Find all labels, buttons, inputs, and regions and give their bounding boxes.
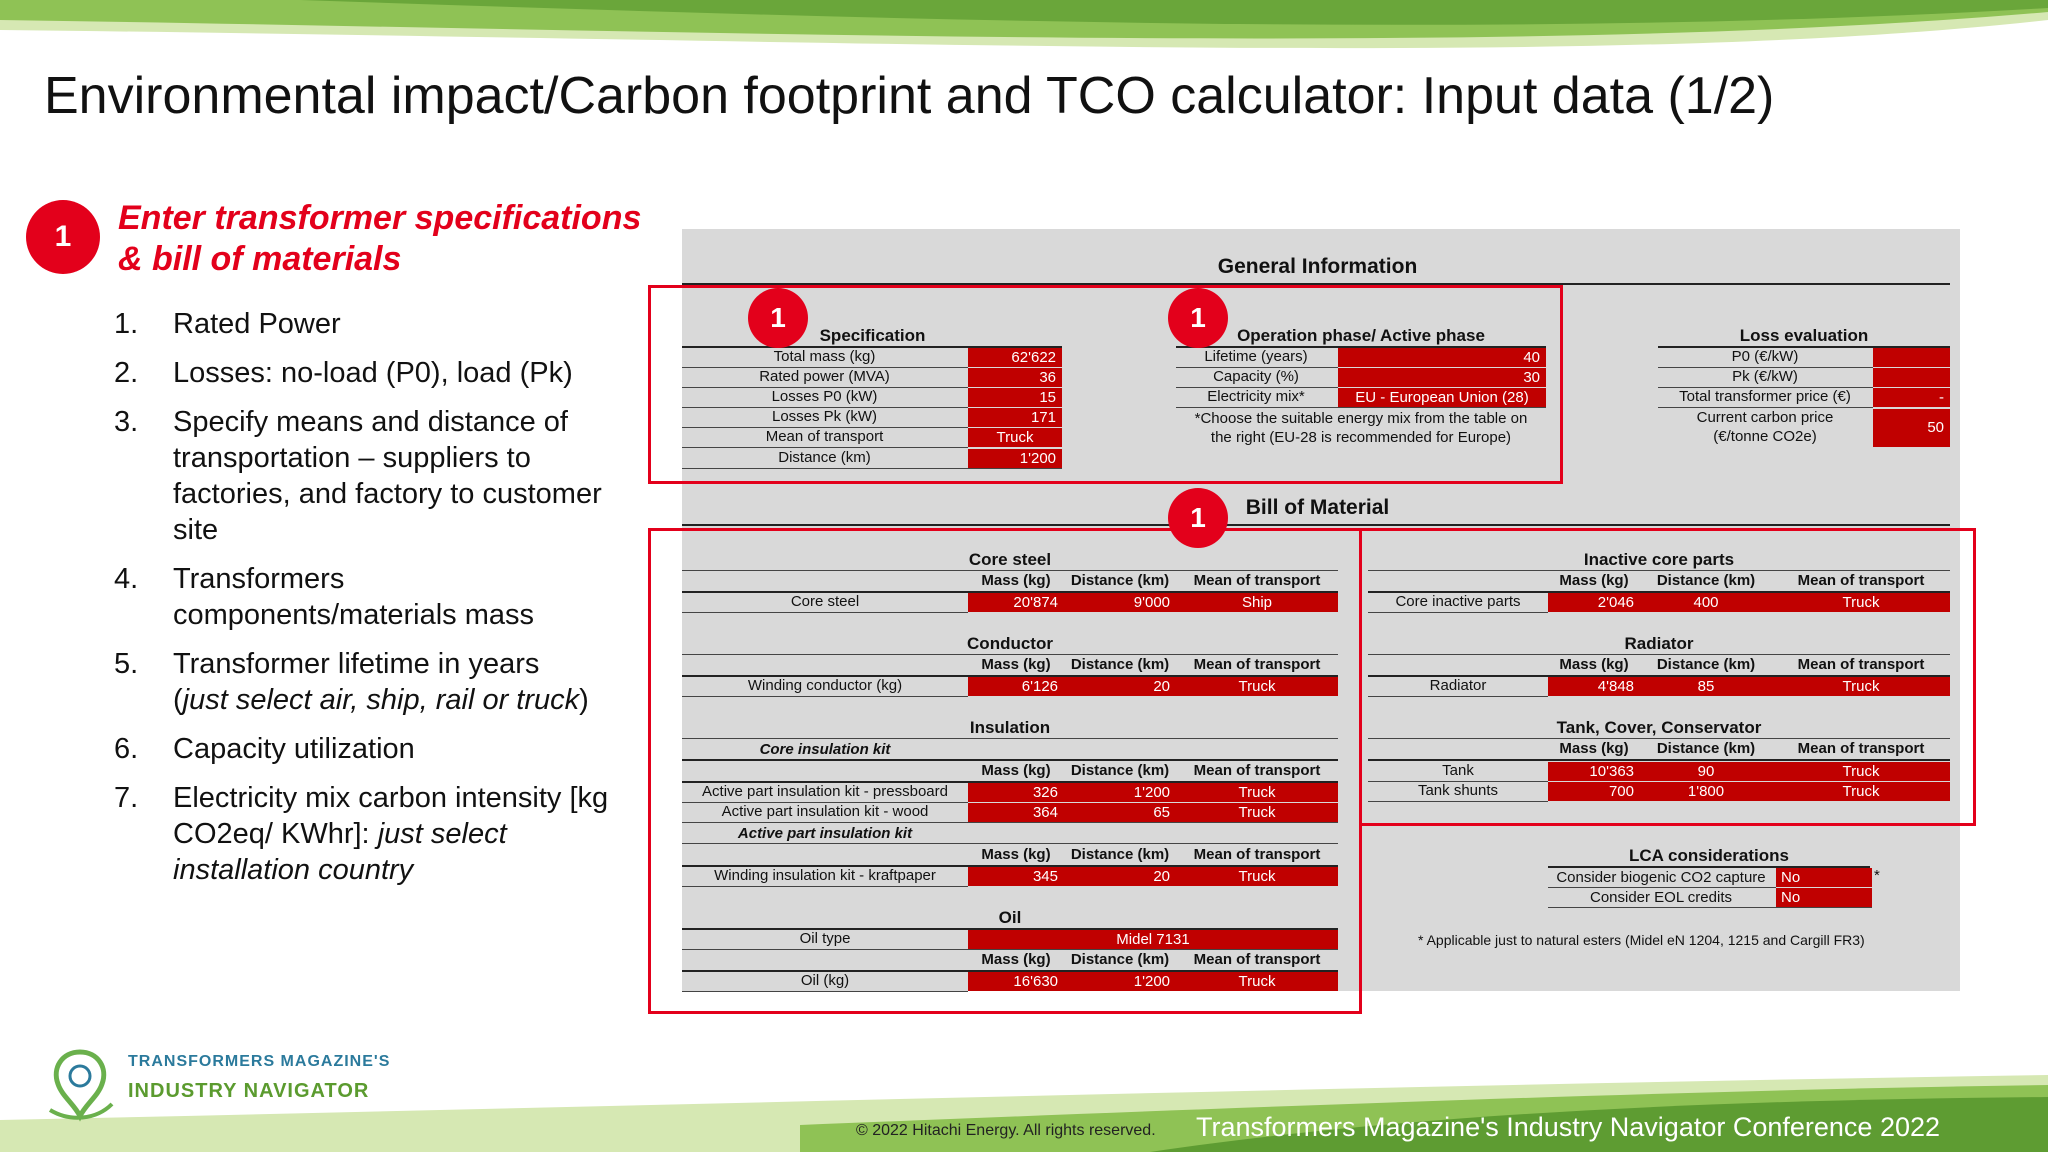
bom-transport[interactable]: Truck <box>1772 782 1950 801</box>
loss-label: Pk (€/kW) <box>1732 368 1798 385</box>
active-part-insulation-kit-label: Active part insulation kit <box>737 825 913 842</box>
specification-title: Specification <box>819 326 926 345</box>
col-distance: Distance (km) <box>1070 572 1170 589</box>
bom-mass[interactable]: 10'363 <box>1548 762 1640 781</box>
bom-transport[interactable]: Truck <box>1176 803 1338 822</box>
bom-distance[interactable]: 20 <box>1064 677 1176 696</box>
bom-row-label: Oil (kg) <box>800 972 850 989</box>
col-transport: Mean of transport <box>1193 951 1321 968</box>
inactive-parts-title: Inactive core parts <box>1583 550 1735 569</box>
tank-title: Tank, Cover, Conservator <box>1556 718 1762 737</box>
insulation-title: Insulation <box>969 718 1051 737</box>
spec-value[interactable]: 171 <box>968 408 1062 427</box>
col-distance: Distance (km) <box>1656 572 1756 589</box>
bom-transport[interactable]: Truck <box>1772 677 1950 696</box>
industry-navigator-logo-icon <box>40 1044 120 1124</box>
step-badge: 1 <box>26 200 100 274</box>
bom-distance[interactable]: 85 <box>1640 677 1772 696</box>
bom-distance[interactable]: 1'200 <box>1064 972 1176 991</box>
loss-label: Total transformer price (€) <box>1679 388 1851 405</box>
col-mass: Mass (kg) <box>981 951 1051 968</box>
logo-line2: INDUSTRY NAVIGATOR <box>128 1080 370 1102</box>
col-distance: Distance (km) <box>1070 951 1170 968</box>
bom-transport[interactable]: Truck <box>1176 867 1338 886</box>
top-decorative-band <box>0 0 2048 70</box>
bom-transport[interactable]: Ship <box>1176 593 1338 612</box>
operation-note: the right (EU-28 is recommended for Europe) <box>1210 429 1512 446</box>
carbon-price-label: Current carbon price <box>1696 409 1834 426</box>
electricity-mix-select[interactable]: EU - European Union (28) <box>1338 388 1546 407</box>
spec-label: Distance (km) <box>778 449 871 466</box>
bom-mass[interactable]: 345 <box>968 867 1064 886</box>
col-mass: Mass (kg) <box>1559 572 1629 589</box>
bom-mass[interactable]: 326 <box>968 783 1064 802</box>
col-transport: Mean of transport <box>1193 656 1321 673</box>
bom-distance[interactable]: 400 <box>1640 593 1772 612</box>
conductor-title: Conductor <box>967 634 1053 653</box>
spec-value[interactable]: Truck <box>968 428 1062 447</box>
operation-value[interactable]: 40 <box>1338 348 1546 367</box>
col-transport: Mean of transport <box>1797 740 1925 757</box>
operation-label: Lifetime (years) <box>1204 348 1308 365</box>
list-item: 7. Electricity mix carbon intensity [kg CO2eq/ KWhr]: just select installation country <box>114 782 609 886</box>
loss-label: P0 (€/kW) <box>1731 348 1799 365</box>
bom-mass[interactable]: 700 <box>1548 782 1640 801</box>
operation-value[interactable]: 30 <box>1338 368 1546 387</box>
spec-value[interactable]: 36 <box>968 368 1062 387</box>
bom-mass[interactable]: 20'874 <box>968 593 1064 612</box>
bom-transport[interactable]: Truck <box>1176 972 1338 991</box>
operation-note: *Choose the suitable energy mix from the table on <box>1194 410 1528 427</box>
col-transport: Mean of transport <box>1193 762 1321 779</box>
list-item: 4. Transformers components/materials mass <box>114 563 535 631</box>
loss-value[interactable] <box>1873 348 1950 367</box>
bom-row-label: Winding insulation kit - kraftpaper <box>714 867 936 884</box>
divider <box>682 524 1950 526</box>
bom-mass[interactable]: 364 <box>968 803 1064 822</box>
bom-distance[interactable]: 90 <box>1640 762 1772 781</box>
core-steel-title: Core steel <box>968 550 1052 569</box>
list-item: 3. Specify means and distance of transportation – suppliers to factories, and factory to customer site <box>114 406 602 546</box>
list-item: 6. Capacity utilization <box>114 733 415 765</box>
bom-title: Bill of Material <box>1245 496 1390 519</box>
col-mass: Mass (kg) <box>981 762 1051 779</box>
col-mass: Mass (kg) <box>981 846 1051 863</box>
bom-distance[interactable]: 1'200 <box>1064 783 1176 802</box>
logo-line1: TRANSFORMERS MAGAZINE'S <box>128 1053 391 1070</box>
bom-distance[interactable]: 1'800 <box>1640 782 1772 801</box>
lca-label: Consider EOL credits <box>1589 889 1732 906</box>
bom-row-label: Tank <box>1442 762 1474 779</box>
bom-transport[interactable]: Truck <box>1772 762 1950 781</box>
lca-label: Consider biogenic CO2 capture <box>1556 869 1766 886</box>
spec-label: Mean of transport <box>765 428 884 445</box>
col-mass: Mass (kg) <box>1559 740 1629 757</box>
general-info-title: General Information <box>1217 255 1418 278</box>
step-badge: 1 <box>1168 288 1228 348</box>
step-badge: 1 <box>748 288 808 348</box>
conference-title: Transformers Magazine's Industry Navigator Conference 2022 <box>1196 1112 1941 1142</box>
core-insulation-kit-label: Core insulation kit <box>759 741 891 758</box>
carbon-price-label: (€/tonne CO2e) <box>1713 428 1817 445</box>
subheading: Enter transformer specifications & bill of materials <box>118 199 642 278</box>
col-transport: Mean of transport <box>1797 572 1925 589</box>
operation-label: Capacity (%) <box>1213 368 1299 385</box>
spec-value[interactable]: 1'200 <box>968 449 1062 468</box>
bom-row-label: Active part insulation kit - pressboard <box>702 783 948 800</box>
col-distance: Distance (km) <box>1070 846 1170 863</box>
loss-evaluation-title: Loss evaluation <box>1739 326 1869 345</box>
copyright: © 2022 Hitachi Energy. All rights reserved. <box>856 1122 1156 1139</box>
col-mass: Mass (kg) <box>1559 656 1629 673</box>
step-badge: 1 <box>1168 488 1228 548</box>
bom-transport[interactable]: Truck <box>1772 593 1950 612</box>
lca-value[interactable]: No <box>1776 868 1872 887</box>
col-transport: Mean of transport <box>1193 846 1321 863</box>
radiator-title: Radiator <box>1624 634 1694 653</box>
bom-mass[interactable]: 2'046 <box>1548 593 1640 612</box>
oil-title: Oil <box>998 908 1022 927</box>
spec-label: Losses Pk (kW) <box>771 408 877 425</box>
carbon-price-value[interactable]: 50 <box>1873 409 1950 447</box>
operation-title: Operation phase/ Active phase <box>1237 326 1485 345</box>
list-item: 1. Rated Power <box>114 308 341 340</box>
lca-note: * Applicable just to natural esters (Midel eN 1204, 1215 and Cargill FR3) <box>1418 932 1865 948</box>
list-item: 5. Transformer lifetime in years (just select air, ship, rail or truck) <box>114 648 589 716</box>
lca-title: LCA considerations <box>1629 846 1789 865</box>
bom-mass[interactable]: 4'848 <box>1548 677 1640 696</box>
bom-transport[interactable]: Truck <box>1176 677 1338 696</box>
bom-distance[interactable]: 65 <box>1064 803 1176 822</box>
lca-value[interactable]: No <box>1776 888 1872 907</box>
spec-value[interactable]: 62'622 <box>968 348 1062 367</box>
col-distance: Distance (km) <box>1070 762 1170 779</box>
bom-row-label: Active part insulation kit - wood <box>721 803 929 820</box>
col-distance: Distance (km) <box>1070 656 1170 673</box>
col-transport: Mean of transport <box>1797 656 1925 673</box>
spec-label: Losses P0 (kW) <box>771 388 878 405</box>
bom-distance[interactable]: 9'000 <box>1064 593 1176 612</box>
operation-label: Electricity mix* <box>1207 388 1305 405</box>
highlight-frame-bom-right <box>1360 528 1976 826</box>
bom-row-label: Core steel <box>790 593 860 610</box>
col-mass: Mass (kg) <box>981 656 1051 673</box>
bom-mass[interactable]: 6'126 <box>968 677 1064 696</box>
oil-type-label: Oil type <box>799 930 851 947</box>
oil-type-select[interactable]: Midel 7131 <box>968 930 1338 949</box>
col-distance: Distance (km) <box>1656 740 1756 757</box>
lca-asterisk: * <box>1874 867 1880 884</box>
col-distance: Distance (km) <box>1656 656 1756 673</box>
bom-row-label: Radiator <box>1429 677 1487 694</box>
col-transport: Mean of transport <box>1193 572 1321 589</box>
bom-transport[interactable]: Truck <box>1176 783 1338 802</box>
loss-value[interactable] <box>1873 368 1950 387</box>
list-item: 2. Losses: no-load (P0), load (Pk) <box>114 357 573 389</box>
col-mass: Mass (kg) <box>981 572 1051 589</box>
highlight-frame-bom-left <box>648 528 1362 1014</box>
bom-distance[interactable]: 20 <box>1064 867 1176 886</box>
bom-row-label: Core inactive parts <box>1395 593 1521 610</box>
bom-row-label: Winding conductor (kg) <box>747 677 903 694</box>
bom-mass[interactable]: 16'630 <box>968 972 1064 991</box>
loss-value[interactable]: - <box>1873 388 1950 407</box>
spec-label: Rated power (MVA) <box>759 368 890 385</box>
spec-value[interactable]: 15 <box>968 388 1062 407</box>
spec-label: Total mass (kg) <box>773 348 876 365</box>
instruction-list <box>114 306 634 901</box>
bom-row-label: Tank shunts <box>1417 782 1499 799</box>
page-title: Environmental impact/Carbon footprint and TCO calculator: Input data (1/2) <box>44 67 1775 125</box>
